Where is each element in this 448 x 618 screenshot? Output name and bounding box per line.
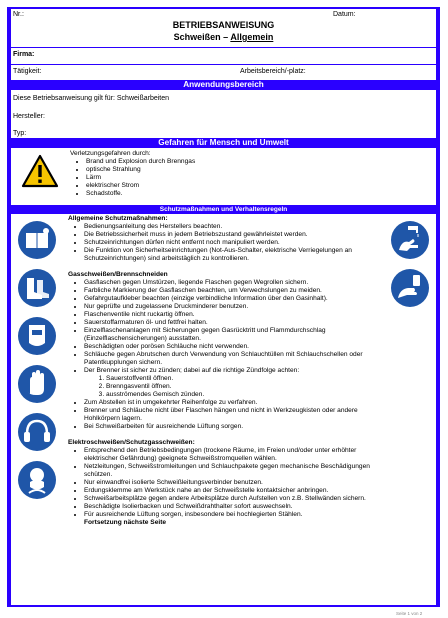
taetigkeit-row <box>11 66 436 80</box>
arbeitsbereich-label: Arbeitsbereich/-platz: <box>240 68 306 75</box>
allgemein-item: • Bedienungsanleitung des Herstellers beachten. <box>84 223 390 231</box>
face-shield-icon <box>17 316 57 356</box>
elektro-item: • Erdungsklemme am Werkstück nahe an der Schweißstelle kontaktsicher anbringen. <box>84 487 390 495</box>
elektro-item: • Entsprechend den Betriebsbedingungen (trockene Räume, im Freien und/oder unter erhöhter elektrischer Gefährdung) geeignete Schweißstromquellen wählen. <box>84 447 390 463</box>
schutz-text <box>68 215 390 527</box>
gas-heading: Gasschweißen/Brennschneiden <box>68 271 168 278</box>
gas-item: • Flaschenventile nicht ruckartig öffnen. <box>84 311 390 319</box>
allgemein-list <box>68 223 390 263</box>
ear-protection-icon <box>17 412 57 452</box>
zuendfolge-step: 2. Brenngasventil öffnen. <box>106 383 390 391</box>
elektro-item: • Nur einwandfrei isolierte Schweißleitungsverbinder benutzen. <box>84 479 390 487</box>
header-block <box>11 9 436 47</box>
typ-label: Typ: <box>13 130 27 137</box>
datum-label: Datum: <box>333 11 356 18</box>
allgemein-item: • Schutzeinrichtungen dürfen nicht entfernt noch manipuliert werden. <box>84 239 390 247</box>
elektro-item: • Beschädigte Isolierbacken und Schweißdrahthalter sofort auswechseln. <box>84 503 390 511</box>
zuendfolge-step: 3. ausströmendes Gemisch zünden. <box>106 391 390 399</box>
gas-item: • Schläuche gegen Abrutschen durch Verwendung von Schlauchtüllen mit Schlauchschellen oder Patentkupplungen sichern. <box>84 351 390 367</box>
elektro-item: • Netzleitungen, Schweißstromleitungen und Schlauchpakete gegen mechanische Beschädigungen schützen. <box>84 463 390 479</box>
document-subtitle <box>11 32 436 42</box>
gefahren-item: • Schadstoffe. <box>86 190 430 198</box>
hand-cream-icon <box>390 268 430 308</box>
gas-item: • Bei Schweißarbeiten für ausreichende Lüftung sorgen. <box>84 423 390 431</box>
gefahren-item: • optische Strahlung <box>86 166 430 174</box>
allgemein-item: • Die Betriebssicherheit muss in jedem Betriebszustand gewährleistet werden. <box>84 231 390 239</box>
nr-label: Nr.: <box>13 11 24 18</box>
gas-item: • Brenner und Schläuche nicht über Flaschen hängen und nicht in Werkzeugkisten oder andere Hohlkörpern lagern. <box>84 407 390 423</box>
elektro-heading: Elektroschweißen/Schutzgasschweißen: <box>68 439 195 446</box>
protective-gloves-icon <box>17 364 57 404</box>
gas-item: • Der Brenner ist sicher zu zünden; dabei auf die richtige Zündfolge achten: <box>84 367 390 375</box>
document-title: BETRIEBSANWEISUNG <box>172 20 275 30</box>
allgemein-heading: Allgemeine Schutzmaßnahmen: <box>68 215 168 222</box>
right-icon-column <box>390 220 430 308</box>
page-number: Seite 1 von 2 <box>396 611 423 616</box>
gefahren-intro: Verletzungsgefahren durch: <box>70 150 151 157</box>
gefahren-list-container <box>70 150 430 198</box>
gas-item: • Gasflaschen gegen Umstürzen, liegende Flaschen gegen Wegrollen sichern. <box>84 279 390 287</box>
wash-hands-icon <box>390 220 430 260</box>
allgemein-item: • Die Funktion von Sicherheitseinrichtungen (Not-Aus-Schalter, elektrische Verriegelungen an Schutzeinrichtungen) sind arbeitstäglich zu kontrollieren. <box>84 247 390 263</box>
zuendfolge-step: 1. Sauerstoffventil öffnen. <box>106 375 390 383</box>
schutz-block <box>11 214 436 605</box>
gas-item: • Sauerstoffarmaturen öl- und fettfrei halten. <box>84 319 390 327</box>
read-manual-icon <box>17 220 57 260</box>
gefahren-item: • Brand und Explosion durch Brenngas <box>86 158 430 166</box>
firma-row <box>11 49 436 63</box>
subtitle-prefix: Schweißen – <box>173 32 231 42</box>
zuendfolge-list <box>68 375 390 399</box>
gas-item: • Beschädigten oder porösen Schläuche nicht verwenden. <box>84 343 390 351</box>
firma-label: Firma: <box>13 51 35 58</box>
gas-item: • Nur geprüfte und zugelassene Druckminderer benutzen. <box>84 303 390 311</box>
safety-boots-icon <box>17 268 57 308</box>
elektro-item: • Für ausreichende Lüftung sorgen, insbesondere bei hochlegierten Stählen. <box>84 511 390 519</box>
respirator-icon <box>17 460 57 500</box>
taetigkeit-label: Tätigkeit: <box>13 68 42 75</box>
elektro-list <box>68 447 390 519</box>
section-schutzmassnahmen: Schutzmaßnahmen und Verhaltensregeln <box>11 205 436 214</box>
warning-triangle-icon <box>21 154 59 188</box>
section-anwendungsbereich: Anwendungsbereich <box>11 80 436 90</box>
gas-item: • Zum Abstellen ist in umgekehrter Reihenfolge zu verfahren. <box>84 399 390 407</box>
hersteller-label: Hersteller: <box>13 113 45 120</box>
gas-item: • Einzelflaschenanlagen mit Sicherungen gegen Gasrücktritt und Flammdurchschlag (Einzelflaschensicherungen) ausstatten. <box>84 327 390 343</box>
gefahren-block <box>11 149 436 204</box>
gas-list <box>68 279 390 375</box>
gas-list-2 <box>68 399 390 431</box>
left-icon-column <box>17 220 57 500</box>
gefahren-list <box>70 158 430 198</box>
subtitle-underlined: Allgemein <box>230 32 274 42</box>
gas-item: • Gefahrgutaufkleber beachten (einzige verbindliche Information über den Gasinhalt). <box>84 295 390 303</box>
document-sheet <box>11 9 436 605</box>
fortsetzung-text: Fortsetzung nächste Seite <box>84 519 167 526</box>
gefahren-item: • Lärm <box>86 174 430 182</box>
gilt-fuer-text: Diese Betriebsanweisung gilt für: Schweißarbeiten <box>13 95 170 102</box>
gas-item: • Farbliche Markierung der Gasflaschen beachten, um Verwechslungen zu meiden. <box>84 287 390 295</box>
section-gefahren: Gefahren für Mensch und Umwelt <box>11 138 436 148</box>
gefahren-item: • elektrischer Strom <box>86 182 430 190</box>
elektro-item: • Schweißarbeitsplätze gegen andere Arbeitsplätze durch Aufstellen von z.B. Stellwänden sichern. <box>84 495 390 503</box>
